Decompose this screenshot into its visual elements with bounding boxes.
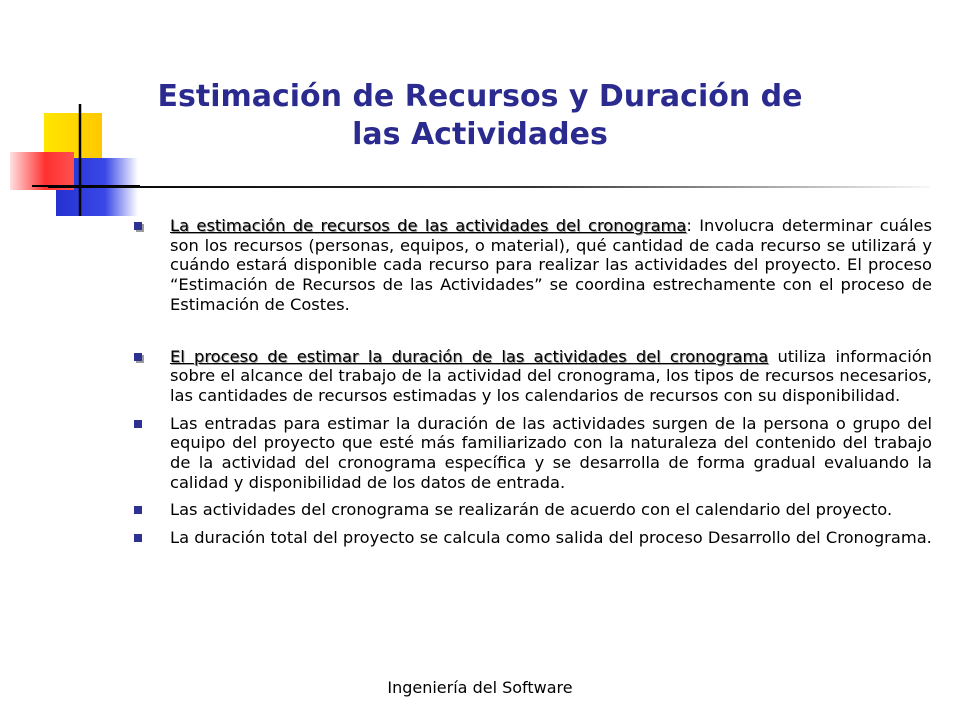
list-item-text — [170, 216, 932, 315]
slide-footer: Ingeniería del Software — [387, 678, 573, 697]
list-item — [134, 347, 932, 406]
square-bullet-icon — [134, 534, 142, 542]
list-item-lead: El proceso de estimar la duración de las actividades del cronograma — [170, 346, 769, 366]
list-item-text: La duración total del proyecto se calcula como salida del proceso Desarrollo del Cronograma. — [170, 528, 932, 548]
red-square — [10, 152, 74, 190]
list-item — [134, 216, 932, 315]
title-divider — [48, 186, 930, 188]
list-item-text: Las entradas para estimar la duración de las actividades surgen de la persona o grupo del equipo del proyecto que esté más familiarizado con la naturaleza del contenido del trabajo de la actividad del cronograma específica y se desarrolla de forma gradual evaluando la calidad y disponibilidad de los datos de entrada. — [170, 413, 932, 492]
list-item — [134, 528, 932, 548]
square-bullet-icon — [134, 420, 142, 428]
bullet-list — [134, 216, 932, 556]
list-item-body: utiliza información sobre el alcance del trabajo de la actividad del cronograma, los tipos de recursos necesarios, las cantidades de recursos estimadas y los calendarios de recursos con su disponibilidad. — [170, 346, 932, 405]
list-item-text — [170, 347, 932, 406]
square-bullet-icon — [134, 353, 142, 361]
slide-title: Estimación de Recursos y Duración de las Actividades — [157, 79, 803, 152]
square-bullet-icon — [134, 506, 142, 514]
list-item — [134, 414, 932, 493]
list-item-body: : Involucra determinar cuáles son los recursos (personas, equipos, o material), qué cantidad de cada recurso se utilizará y cuándo estará disponible cada recurso para realizar las actividades del proyecto. El proceso “Estimación de Recursos de las Actividades” se coordina estrechamente con el proceso de Estimación de Costes. — [170, 216, 932, 314]
decorative-corner-graphic — [0, 0, 140, 230]
square-bullet-icon — [134, 222, 142, 230]
list-item-lead: La estimación de recursos de las actividades del cronograma — [170, 216, 687, 235]
list-item — [134, 500, 932, 520]
list-item-text: Las actividades del cronograma se realizarán de acuerdo con el calendario del proyecto. — [170, 500, 893, 520]
